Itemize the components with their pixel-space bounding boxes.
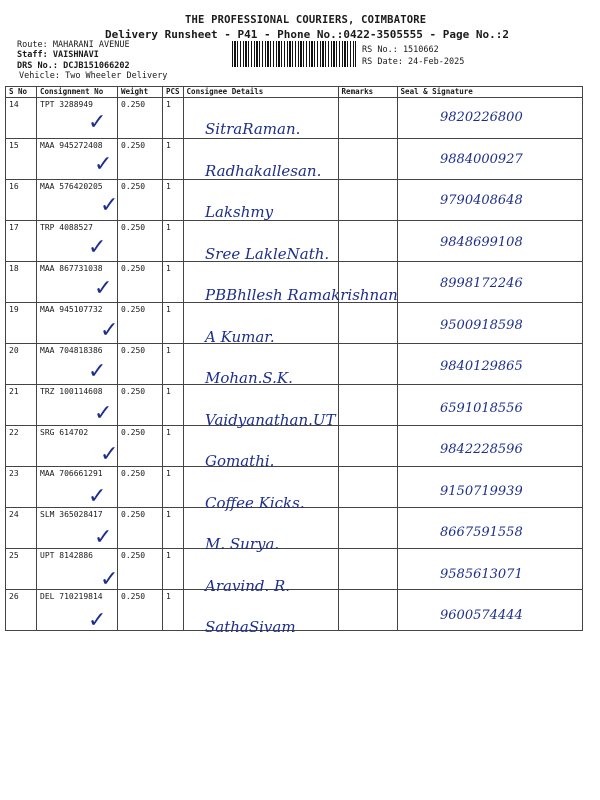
col-weight: Weight — [118, 87, 163, 98]
company-title: THE PROFESSIONAL COURIERS, COIMBATORE — [185, 14, 427, 26]
cell-pcs: 1 — [163, 262, 184, 303]
cell-pcs: 1 — [163, 385, 184, 426]
handwritten-signature: 9790408648 — [440, 193, 523, 208]
cell-sno: 17 — [6, 221, 37, 262]
handwritten-signature: 9840129865 — [440, 359, 523, 374]
handwritten-signature: 8667591558 — [440, 525, 523, 540]
col-pcs: PCS — [163, 87, 184, 98]
cell-consignment: MAA 867731038 — [37, 262, 118, 303]
handwritten-signature: 9884000927 — [440, 151, 523, 167]
cell-pcs: 1 — [163, 426, 184, 467]
cell-sno: 16 — [6, 180, 37, 221]
cell-pcs: 1 — [163, 98, 184, 139]
col-remarks: Remarks — [338, 87, 397, 98]
col-consignee: Consignee Details — [183, 87, 338, 98]
cell-weight: 0.250 — [118, 508, 163, 549]
cell-consignment: TPT 3288949 — [37, 98, 118, 139]
barcode — [232, 41, 356, 67]
cell-weight: 0.250 — [118, 221, 163, 262]
handwritten-consignee: Radhakallesan. — [205, 161, 322, 180]
cell-sno: 23 — [6, 467, 37, 508]
handwritten-signature: 8998172246 — [440, 276, 523, 291]
cell-consignment: TRZ 100114608 — [37, 385, 118, 426]
handwritten-signature: 9585613071 — [440, 566, 523, 582]
cell-consignment: MAA 945107732 — [37, 303, 118, 344]
cell-sno: 21 — [6, 385, 37, 426]
cell-consignment: SLM 365028417 — [37, 508, 118, 549]
cell-remarks — [338, 426, 397, 467]
cell-remarks — [338, 549, 397, 590]
checkmark-icon: ✓ — [94, 151, 113, 177]
checkmark-icon: ✓ — [94, 400, 113, 426]
cell-consignment: MAA 945272408 — [37, 139, 118, 180]
checkmark-icon: ✓ — [94, 525, 113, 550]
cell-remarks — [338, 139, 397, 180]
route-line: Route: MAHARANI AVENUE — [17, 40, 130, 50]
handwritten-consignee: Vaidyanathan.UT — [205, 410, 336, 429]
cell-consignment: MAA 576420205 — [37, 180, 118, 221]
cell-pcs: 1 — [163, 180, 184, 221]
handwritten-signature: 9842228596 — [440, 442, 523, 457]
cell-remarks — [338, 98, 397, 139]
cell-sno: 19 — [6, 303, 37, 344]
cell-remarks — [338, 221, 397, 262]
checkmark-icon: ✓ — [100, 566, 119, 592]
cell-remarks — [338, 508, 397, 549]
cell-pcs: 1 — [163, 303, 184, 344]
handwritten-signature: 9150719939 — [440, 483, 523, 499]
cell-pcs: 1 — [163, 139, 184, 180]
handwritten-signature: 9848699108 — [440, 234, 523, 250]
cell-pcs: 1 — [163, 221, 184, 262]
handwritten-signature: 9500918598 — [440, 317, 523, 333]
cell-pcs: 1 — [163, 508, 184, 549]
cell-weight: 0.250 — [118, 549, 163, 590]
handwritten-consignee: SathaSivam — [205, 618, 296, 636]
checkmark-icon: ✓ — [94, 276, 113, 301]
cell-pcs: 1 — [163, 549, 184, 590]
cell-weight: 0.250 — [118, 98, 163, 139]
handwritten-consignee: Gomathi. — [205, 452, 275, 470]
handwritten-signature: 9600574444 — [440, 608, 523, 623]
cell-sno: 20 — [6, 344, 37, 385]
handwritten-signature: 6591018556 — [440, 400, 523, 416]
checkmark-icon: ✓ — [88, 483, 107, 509]
cell-weight: 0.250 — [118, 467, 163, 508]
cell-sno: 18 — [6, 262, 37, 303]
cell-consignment: TRP 4088527 — [37, 221, 118, 262]
cell-sno: 22 — [6, 426, 37, 467]
vehicle-line: Vehicle: Two Wheeler Delivery — [19, 71, 168, 81]
cell-weight: 0.250 — [118, 180, 163, 221]
cell-remarks — [338, 385, 397, 426]
col-consignment: Consignment No — [37, 87, 118, 98]
cell-sno: 15 — [6, 139, 37, 180]
handwritten-consignee: A Kumar. — [205, 327, 275, 346]
cell-weight: 0.250 — [118, 262, 163, 303]
runsheet-subtitle: Delivery Runsheet - P41 - Phone No.:0422-3505555 - Page No.:2 — [105, 28, 509, 41]
cell-weight: 0.250 — [118, 344, 163, 385]
handwritten-consignee: SitraRaman. — [205, 120, 301, 138]
cell-consignment: UPT 8142886 — [37, 549, 118, 590]
cell-weight: 0.250 — [118, 139, 163, 180]
cell-consignment: MAA 706661291 — [37, 467, 118, 508]
cell-sno: 24 — [6, 508, 37, 549]
handwritten-consignee: PBBhllesh Ramakrishnan — [205, 286, 398, 304]
checkmark-icon: ✓ — [88, 110, 107, 135]
cell-remarks — [338, 344, 397, 385]
handwritten-consignee: Coffee Kicks. — [205, 493, 305, 512]
rs-number: RS No.: 1510662 — [362, 45, 439, 55]
cell-remarks — [338, 590, 397, 631]
rs-date: RS Date: 24-Feb-2025 — [362, 57, 465, 67]
col-signature: Seal & Signature — [397, 87, 582, 98]
table-header-row — [6, 87, 583, 98]
cell-consignment: SRG 614702 — [37, 426, 118, 467]
cell-consignment: DEL 710219814 — [37, 590, 118, 631]
cell-weight: 0.250 — [118, 426, 163, 467]
cell-pcs: 1 — [163, 590, 184, 631]
cell-sno: 25 — [6, 549, 37, 590]
cell-remarks — [338, 303, 397, 344]
handwritten-consignee: Sree LakleNath. — [205, 244, 330, 263]
cell-weight: 0.250 — [118, 385, 163, 426]
cell-consignment: MAA 704818386 — [37, 344, 118, 385]
cell-sno: 14 — [6, 98, 37, 139]
col-sno: S No — [6, 87, 37, 98]
cell-pcs: 1 — [163, 344, 184, 385]
staff-line: Staff: VAISHNAVI — [17, 50, 99, 60]
cell-remarks — [338, 467, 397, 508]
checkmark-icon: ✓ — [88, 608, 107, 633]
handwritten-consignee: Lakshmy — [205, 203, 274, 221]
checkmark-icon: ✓ — [100, 193, 119, 218]
checkmark-icon: ✓ — [88, 359, 107, 384]
cell-remarks — [338, 180, 397, 221]
cell-pcs: 1 — [163, 467, 184, 508]
checkmark-icon: ✓ — [100, 442, 119, 467]
handwritten-consignee: M. Surya. — [205, 535, 280, 553]
cell-sno: 26 — [6, 590, 37, 631]
drs-line: DRS No.: DCJB151066202 — [17, 61, 130, 71]
checkmark-icon: ✓ — [100, 317, 119, 343]
handwritten-consignee: Mohan.S.K. — [205, 369, 293, 387]
cell-weight: 0.250 — [118, 303, 163, 344]
handwritten-consignee: Aravind. R. — [205, 576, 291, 595]
checkmark-icon: ✓ — [88, 234, 107, 260]
handwritten-signature: 9820226800 — [440, 110, 523, 125]
cell-weight: 0.250 — [118, 590, 163, 631]
